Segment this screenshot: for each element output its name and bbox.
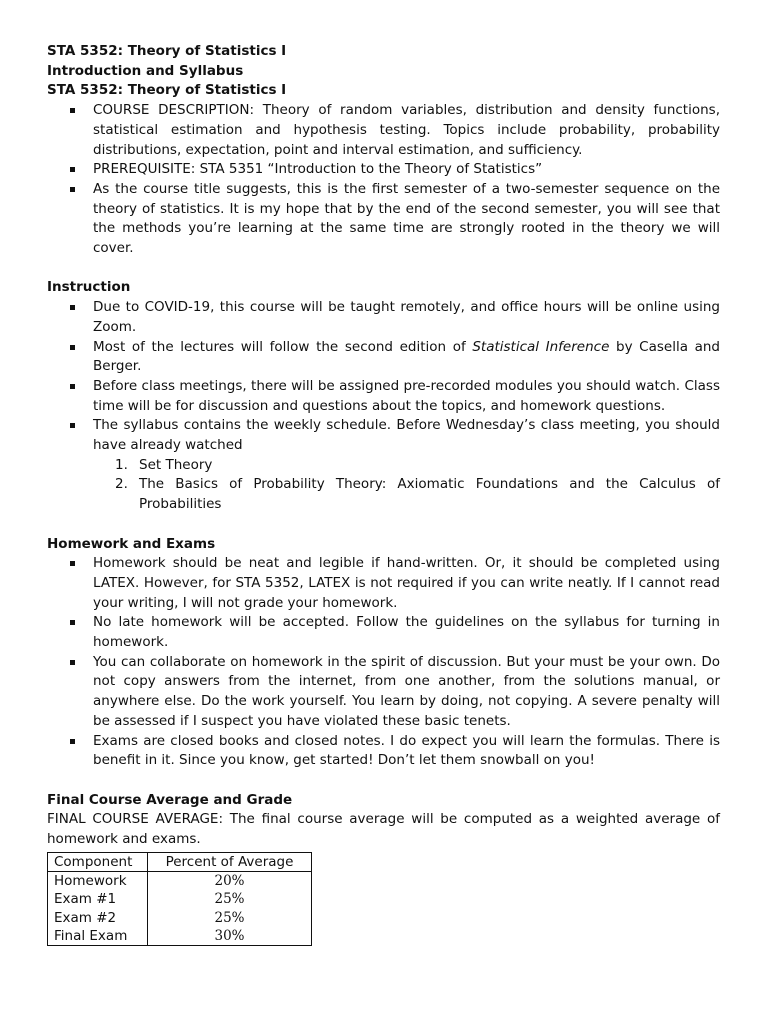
late-homework-rule: No late homework will be accepted. Follow the guidelines on the syllabus for turning in homework. bbox=[93, 614, 720, 651]
table-row bbox=[48, 890, 312, 908]
table-header-row bbox=[48, 852, 312, 871]
section-spacer bbox=[47, 259, 720, 279]
exam-rule: Exams are closed books and closed notes. I do expect you will learn the formulas. There is benefit in it. Since you know, get started! Don’t let them snowball on you! bbox=[93, 732, 720, 769]
syllabus-document bbox=[47, 42, 720, 946]
component-cell: Exam #2 bbox=[48, 909, 148, 927]
list-item bbox=[47, 732, 720, 771]
list-item bbox=[47, 613, 720, 652]
list-item bbox=[47, 653, 720, 732]
bullet-icon bbox=[70, 660, 75, 665]
course-description: COURSE DESCRIPTION: Theory of random variables, distribution and density functions, statistical estimation and hypothesis testing. Topics include probability, probability distributions, expectation, point and interval estimation, and sufficiency. bbox=[93, 102, 720, 158]
document-subtitle: Introduction and Syllabus bbox=[47, 62, 244, 79]
grading-heading: Final Course Average and Grade bbox=[47, 791, 293, 808]
list-number: 1. bbox=[115, 456, 128, 473]
textbook-title: Statistical Inference bbox=[472, 338, 610, 355]
remote-teaching-note: Due to COVID-19, this course will be taught remotely, and office hours will be online using Zoom. bbox=[93, 299, 720, 335]
course-title-repeat: STA 5352: Theory of Statistics I bbox=[47, 82, 287, 99]
percent-cell: 25% bbox=[148, 890, 312, 908]
list-item bbox=[93, 475, 720, 514]
section-spacer bbox=[47, 515, 720, 535]
modules-note: Before class meetings, there will be assigned pre-recorded modules you should watch. Class time will be for discussion and questions about the topics, and homework questions. bbox=[93, 377, 720, 414]
column-header-percent: Percent of Average bbox=[148, 852, 312, 871]
homework-format-rule: Homework should be neat and legible if hand-written. Or, it should be completed using LATEX. However, for STA 5352, LATEX is not required if you can write neatly. If I cannot read your writing, I will not grade your homework. bbox=[93, 555, 720, 611]
collaboration-rule: You can collaborate on homework in the spirit of discussion. But your must be your own. Do not copy answers from the internet, from one another, from the solutions manual, or anywhere else. Do the work yourself. You learn by doing, not copying. A severe penalty will be assessed if I suspect you have violated these basic tenets. bbox=[93, 653, 720, 729]
schedule-note: The syllabus contains the weekly schedule. Before Wednesday’s class meeting, you should have already watched bbox=[93, 417, 720, 454]
bullet-icon bbox=[70, 305, 75, 310]
bullet-icon bbox=[70, 423, 75, 428]
bullet-icon bbox=[70, 187, 75, 192]
component-cell: Final Exam bbox=[48, 927, 148, 946]
table-row bbox=[48, 927, 312, 946]
percent-cell: 30% bbox=[148, 927, 312, 946]
list-item bbox=[47, 338, 720, 377]
list-item bbox=[47, 554, 720, 613]
grade-table bbox=[47, 852, 312, 946]
component-cell: Homework bbox=[48, 872, 148, 891]
bullet-icon bbox=[70, 384, 75, 389]
grading-description: FINAL COURSE AVERAGE: The final course average will be computed as a weighted average of homework and exams. bbox=[47, 811, 720, 848]
list-item bbox=[47, 101, 720, 160]
component-cell: Exam #1 bbox=[48, 890, 148, 908]
module-title: The Basics of Probability Theory: Axiomatic Foundations and the Calculus of Probabilities bbox=[139, 476, 720, 513]
list-item bbox=[47, 180, 720, 259]
homework-list bbox=[47, 554, 720, 771]
bullet-icon bbox=[70, 345, 75, 350]
list-item bbox=[93, 456, 720, 476]
column-header-component: Component bbox=[48, 852, 148, 871]
course-sequence-note: As the course title suggests, this is the first semester of a two-semester sequence on the theory of statistics. It is my hope that by the end of the second semester, you will see that the methods you’re learning at the same time are strongly rooted in the theory we will cover. bbox=[93, 180, 720, 257]
intro-list bbox=[47, 101, 720, 259]
prerequisite: PREREQUISITE: STA 5351 “Introduction to the Theory of Statistics” bbox=[93, 161, 543, 178]
percent-cell: 20% bbox=[148, 872, 312, 891]
bullet-icon bbox=[70, 620, 75, 625]
table-row bbox=[48, 872, 312, 891]
percent-cell: 25% bbox=[148, 909, 312, 927]
list-item bbox=[47, 298, 720, 337]
list-item bbox=[47, 160, 720, 180]
homework-heading: Homework and Exams bbox=[47, 535, 216, 552]
textbook-note-pre: Most of the lectures will follow the second edition of bbox=[93, 338, 473, 355]
bullet-icon bbox=[70, 167, 75, 172]
list-item bbox=[47, 416, 720, 515]
instruction-heading: Instruction bbox=[47, 279, 131, 296]
list-item bbox=[47, 377, 720, 416]
bullet-icon bbox=[70, 561, 75, 566]
section-spacer bbox=[47, 771, 720, 791]
list-number: 2. bbox=[115, 476, 128, 493]
textbook-note-post: by Casella and Berger. bbox=[93, 338, 720, 375]
table-row bbox=[48, 909, 312, 927]
bullet-icon bbox=[70, 739, 75, 744]
bullet-icon bbox=[70, 108, 75, 113]
course-title: STA 5352: Theory of Statistics I bbox=[47, 43, 287, 59]
instruction-list bbox=[47, 298, 720, 515]
module-title: Set Theory bbox=[139, 456, 213, 473]
watch-list bbox=[93, 456, 720, 515]
